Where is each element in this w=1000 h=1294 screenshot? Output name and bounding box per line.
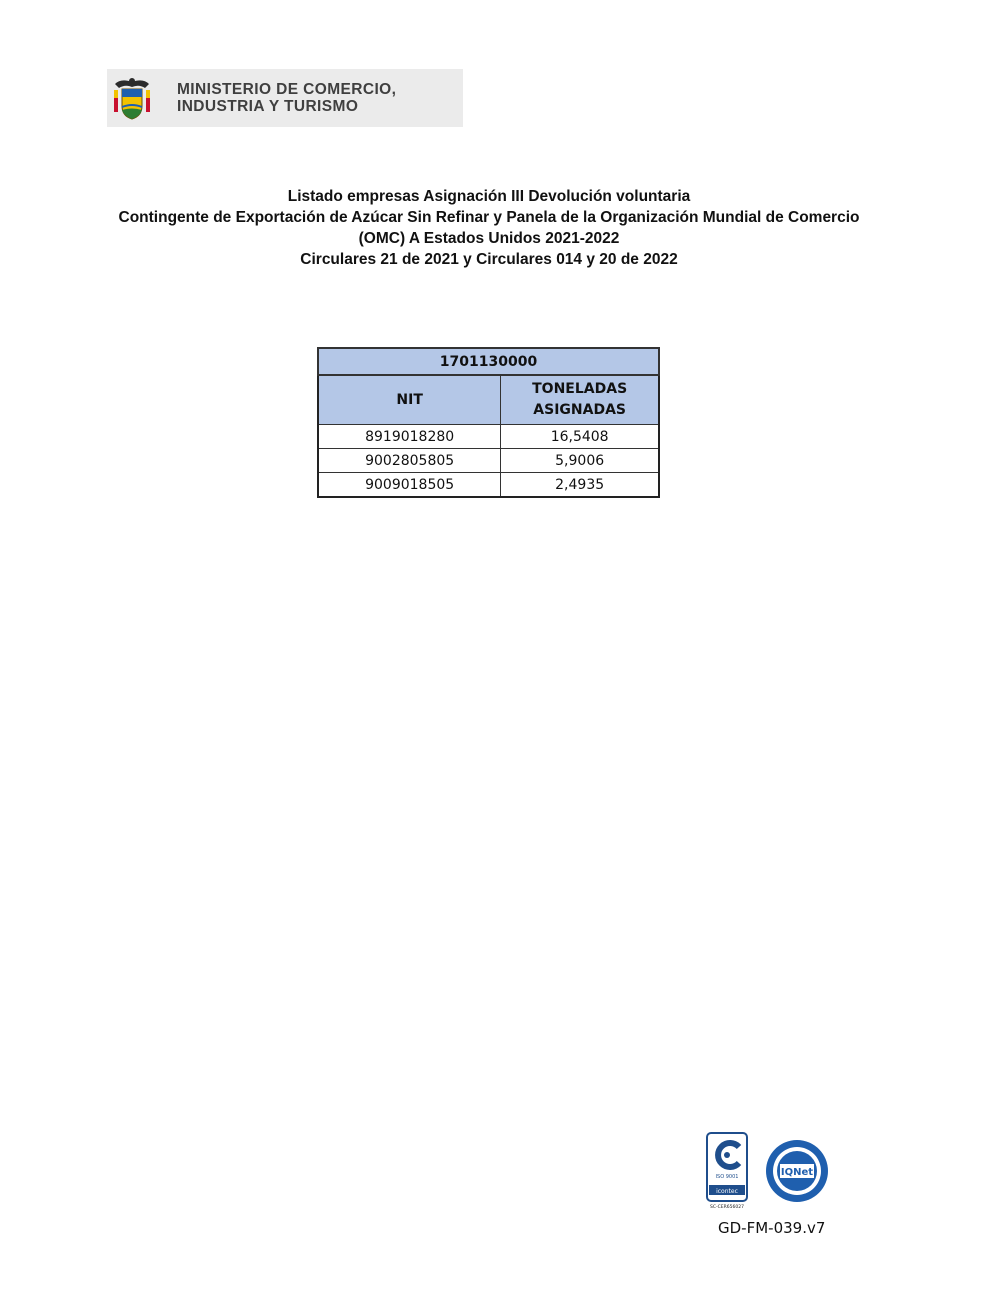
title-line3: (OMC) A Estados Unidos 2021-2022 (358, 230, 620, 247)
ministry-logo (107, 69, 463, 127)
nit-cell: 9009018505 (318, 473, 501, 498)
nit-cell: 8919018280 (318, 425, 501, 449)
colombia-coat-of-arms-icon (107, 69, 157, 127)
tons-header-line1: TONELADAS (532, 381, 628, 397)
title-line2: Contingente de Exportación de Azúcar Sin Refinar y Panela de la Organización Mundial de Comercio (118, 209, 860, 226)
nit-cell: 9002805805 (318, 449, 501, 473)
ministry-name-line2: INDUSTRIA Y TURISMO (177, 98, 359, 115)
ministry-name-line1: MINISTERIO DE COMERCIO, (177, 81, 397, 98)
table-row (318, 449, 659, 473)
tons-header-line2: ASIGNADAS (533, 402, 626, 418)
iso-label: ISO 9001 (715, 1174, 739, 1180)
allocation-table (317, 347, 660, 498)
ministry-name (177, 81, 396, 115)
title-line4: Circulares 21 de 2021 y Circulares 014 y 20 de 2022 (300, 251, 678, 268)
certification-logos (705, 1131, 830, 1211)
tons-cell: 16,5408 (501, 425, 659, 449)
table-row (318, 425, 659, 449)
tons-column-header (501, 375, 659, 425)
tons-cell: 2,4935 (501, 473, 659, 498)
table-row (318, 473, 659, 498)
nit-column-header: NIT (318, 375, 501, 425)
title-line1: Listado empresas Asignación III Devolución voluntaria (287, 188, 691, 205)
document-code: GD-FM-039.v7 (718, 1219, 826, 1237)
tariff-code-header: 1701130000 (318, 348, 659, 375)
cert-number: SC-CER656027 (710, 1205, 744, 1210)
document-title (0, 186, 978, 270)
certification-seals-icon (705, 1131, 830, 1211)
tons-cell: 5,9006 (501, 449, 659, 473)
iqnet-label: IQNet (780, 1167, 814, 1178)
icontec-label: icontec (716, 1188, 738, 1195)
